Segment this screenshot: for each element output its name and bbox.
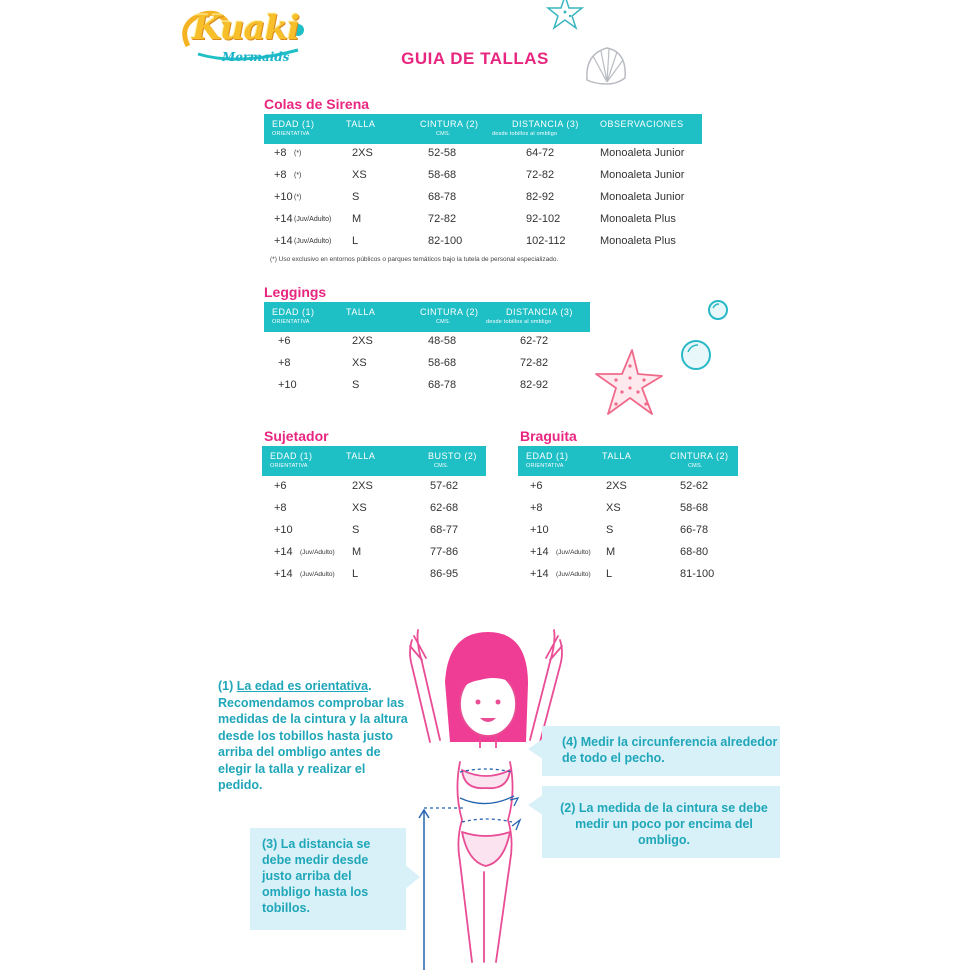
cell-edad: +14 [274,568,293,580]
cell-talla: L [352,235,359,247]
col-busto: BUSTO (2) [428,451,477,461]
cell-edad: +8 [278,357,291,369]
cell-note: (*) [294,194,302,201]
cell-edad: +8 [274,169,287,181]
sujetador-header [262,446,486,476]
callout-1-label: (1) [218,679,234,693]
col-edad: EDAD (1) [526,451,569,461]
col-cintura: CINTURA (2) [420,119,479,129]
cell-talla: S [352,524,360,536]
cell-edad: +8 [274,502,287,514]
col-edad-sub: ORIENTATIVA [270,463,308,469]
starfish-pink-icon [594,348,664,420]
cell-busto: 77-86 [430,546,459,558]
callout-3 [250,828,406,930]
callout-4 [542,726,780,776]
col-edad-sub: ORIENTATIVA [272,319,310,325]
cell-distancia: 64-72 [526,147,555,159]
bubble-large-icon [679,338,713,372]
cell-edad: +14 [274,213,293,225]
callout-2-pointer [528,794,544,816]
callout-3-text: (3) La distancia se debe medir desde justo arriba del ombligo hasta los tobillos. [262,837,371,915]
cell-edad: +14 [274,546,293,558]
col-cintura-sub: CMS. [436,319,451,325]
logo-word: Kuaki [192,8,300,48]
cell-talla: S [352,379,360,391]
cell-distancia: 92-102 [526,213,561,225]
cell-talla: L [606,568,613,580]
cell-obs: Monoaleta Junior [600,191,685,203]
colas-title: Colas de Sirena [264,96,370,112]
col-cintura-sub: CMS. [436,131,451,137]
cell-obs: Monoaleta Junior [600,147,685,159]
cell-obs: Monoaleta Plus [600,213,676,225]
cell-edad: +10 [530,524,549,536]
cell-distancia: 82-92 [526,191,555,203]
cell-busto: 68-77 [430,524,459,536]
cell-talla: S [606,524,614,536]
cell-cintura: 58-68 [428,357,457,369]
cell-cintura: 58-68 [680,502,709,514]
cell-distancia: 102-112 [526,235,566,247]
braguita-title: Braguita [520,428,577,444]
col-busto-sub: CMS. [434,463,449,469]
logo-sub: Mermaids [222,50,290,64]
cell-cintura: 68-78 [428,379,457,391]
braguita-header [518,446,738,476]
leggings-title: Leggings [264,284,327,300]
callout-2-text: (2) La medida de la cintura se debe medir un poco por encima del ombligo. [560,801,768,847]
cell-busto: 62-68 [430,502,459,514]
colas-header [264,114,702,144]
col-talla: TALLA [346,451,376,461]
cell-talla: XS [352,357,367,369]
col-distancia: DISTANCIA (3) [512,119,579,129]
cell-note: (Juv/Adulto) [300,549,335,556]
col-edad: EDAD (1) [272,119,315,129]
cell-cintura: 68-78 [428,191,457,203]
cell-note: (Juv/Adulto) [300,571,335,578]
col-cintura: CINTURA (2) [670,451,729,461]
cell-distancia: 72-82 [526,169,555,181]
col-edad: EDAD (1) [272,307,315,317]
col-talla: TALLA [346,119,376,129]
cell-cintura: 82-100 [428,235,463,247]
cell-obs: Monoaleta Plus [600,235,676,247]
cell-note: (Juv/Adulto) [556,571,591,578]
cell-edad: +14 [530,568,549,580]
cell-edad: +8 [530,502,543,514]
colas-footnote: (*) Uso exclusivo en entornos públicos o parques temáticos bajo la tutela de personal especializado. [270,256,559,263]
cell-obs: Monoaleta Junior [600,169,685,181]
cell-talla: XS [606,502,621,514]
cell-note: (*) [294,150,302,157]
page-title: GUIA DE TALLAS [401,49,549,68]
callout-4-pointer [528,738,544,760]
cell-talla: L [352,568,359,580]
col-edad: EDAD (1) [270,451,313,461]
cell-distancia: 82-92 [520,379,549,391]
col-distancia-sub: desde tobillos al ombligo [492,131,558,137]
callout-1: (1) La edad es orientativa. Recomendamos comprobar las medidas de la cintura y la altura desde los tobillos hasta justo arriba del ombligo antes de elegir la talla y realizar el pedido. [218,679,408,792]
callout-2 [542,786,780,858]
cell-cintura: 48-58 [428,335,457,347]
cell-edad: +14 [274,235,293,247]
cell-talla: 2XS [352,147,373,159]
col-edad-sub: ORIENTATIVA [526,463,564,469]
cell-note: (Juv/Adulto) [294,238,332,245]
cell-busto: 57-62 [430,480,459,492]
cell-talla: 2XS [606,480,627,492]
cell-cintura: 72-82 [428,213,457,225]
starfish-top-icon [540,0,590,30]
cell-busto: 86-95 [430,568,459,580]
leggings-header [264,302,590,332]
bubble-icon [706,298,730,322]
cell-talla: M [352,546,362,558]
col-distancia: DISTANCIA (3) [506,307,573,317]
cell-talla: S [352,191,360,203]
callout-3-pointer [404,864,420,890]
cell-note: (Juv/Adulto) [294,216,332,223]
col-edad-sub: ORIENTATIVA [272,131,310,137]
col-talla: TALLA [602,451,632,461]
cell-cintura: 66-78 [680,524,709,536]
cell-note: (Juv/Adulto) [556,549,591,556]
cell-talla: 2XS [352,335,373,347]
cell-cintura: 52-62 [680,480,709,492]
cell-edad: +10 [274,524,293,536]
sujetador-title: Sujetador [264,428,329,444]
cell-talla: XS [352,502,367,514]
col-cintura-sub: CMS. [688,463,703,469]
cell-talla: XS [352,169,367,181]
cell-distancia: 62-72 [520,335,549,347]
cell-cintura: 52-58 [428,147,457,159]
cell-cintura: 68-80 [680,546,709,558]
cell-edad: +6 [278,335,291,347]
cell-talla: M [352,213,362,225]
col-talla: TALLA [346,307,376,317]
col-cintura: CINTURA (2) [420,307,479,317]
cell-edad: +8 [274,147,287,159]
callout-1-text: Recomendamos comprobar las medidas de la cintura y la altura desde los tobillos hasta justo arriba del ombligo antes de elegir la talla y realizar el pedido. [218,695,408,792]
cell-note: (*) [294,172,302,179]
cell-edad: +14 [530,546,549,558]
cell-distancia: 72-82 [520,357,549,369]
cell-edad: +6 [530,480,543,492]
col-observaciones: OBSERVACIONES [600,119,684,129]
cell-edad: +10 [278,379,297,391]
col-distancia-sub: desde tobillos al ombligo [486,319,552,325]
cell-cintura: 58-68 [428,169,457,181]
cell-talla: M [606,546,616,558]
callout-4-text: (4) Medir la circunferencia alrededor de todo el pecho. [562,735,778,765]
cell-talla: 2XS [352,480,373,492]
cell-edad: +10 [274,191,293,203]
callout-1-link[interactable]: La edad es orientativa [236,679,369,693]
cell-edad: +6 [274,480,287,492]
cell-cintura: 81-100 [680,568,715,580]
